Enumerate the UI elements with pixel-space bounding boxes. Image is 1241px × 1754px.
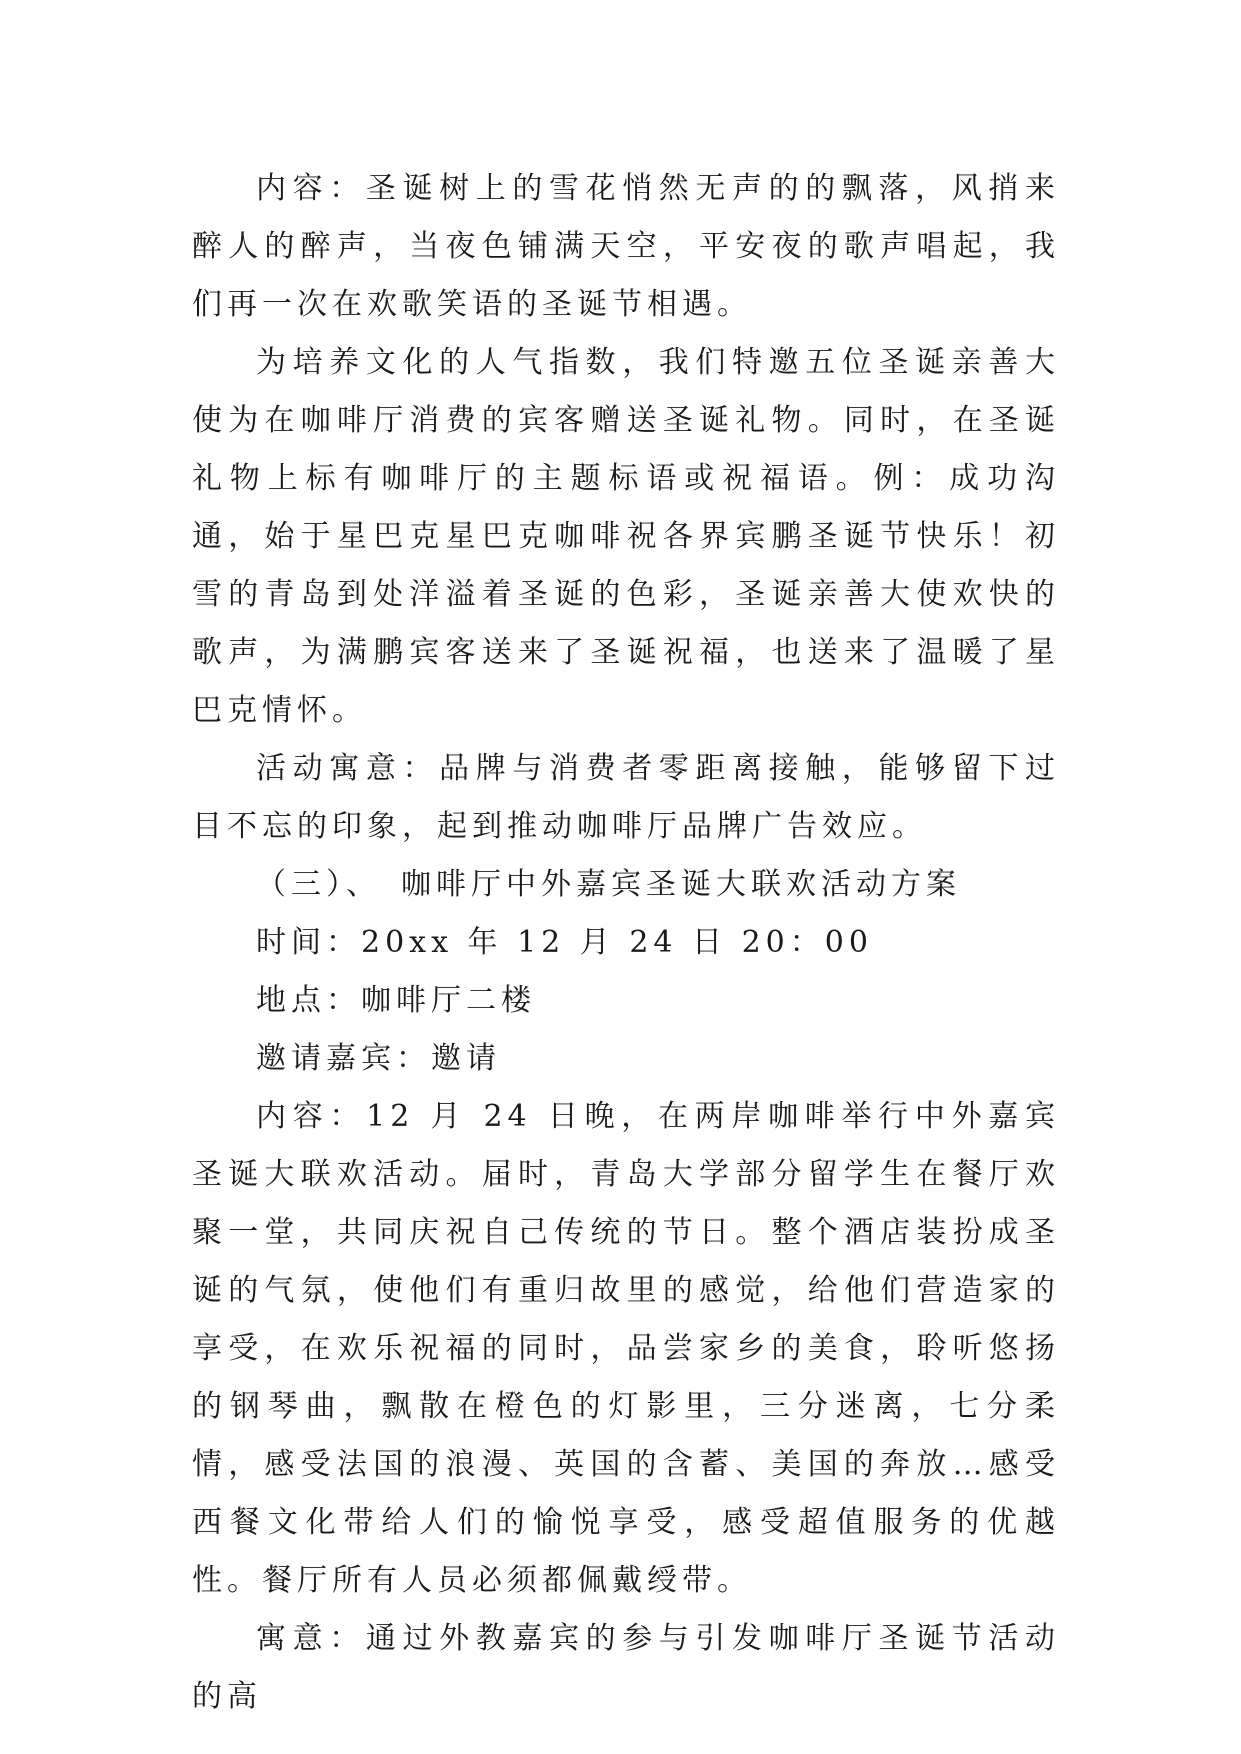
- paragraph-event-meaning: 寓意：通过外教嘉宾的参与引发咖啡厅圣诞节活动的高: [192, 1621, 1060, 1714]
- paragraph-gift-activity: 为培养文化的人气指数，我们特邀五位圣诞亲善大使为在咖啡厅消费的宾客赠送圣诞礼物。同时，在圣诞礼物上标有咖啡厅的主题标语或祝福语。例：成功沟通，始于星巴克星巴克咖啡祝各界宾鹏圣诞节快乐！初雪的青岛到处洋溢着圣诞的色彩，圣诞亲善大使欢快的歌声，为满鹏宾客送来了圣诞祝福，也送来了温暖了星巴克情怀。: [192, 345, 1060, 728]
- section-heading: [192, 856, 1060, 914]
- event-time: 时间：20xx 年 12 月 24 日 20：00: [256, 925, 873, 960]
- document-body: [192, 160, 1060, 1726]
- section-number: （三）、: [256, 867, 381, 902]
- event-place: 地点：咖啡厅二楼: [256, 983, 536, 1018]
- section-title: 咖啡厅中外嘉宾圣诞大联欢活动方案: [401, 867, 961, 902]
- paragraph-activity-meaning: 活动寓意：品牌与消费者零距离接触，能够留下过目不忘的印象，起到推动咖啡厅品牌广告效应。: [192, 751, 1060, 844]
- paragraph-event-content: 内容：12 月 24 日晚，在两岸咖啡举行中外嘉宾圣诞大联欢活动。届时，青岛大学部分留学生在餐厅欢聚一堂，共同庆祝自己传统的节日。整个酒店装扮成圣诞的气氛，使他们有重归故里的感觉，给他们营造家的享受，在欢乐祝福的同时，品尝家乡的美食，聆听悠扬的钢琴曲，飘散在橙色的灯影里，三分迷离，七分柔情，感受法国的浪漫、英国的含蓄、美国的奔放…感受西餐文化带给人们的愉悦享受，感受超值服务的优越性。餐厅所有人员必须都佩戴绶带。: [192, 1099, 1060, 1598]
- paragraph-content-intro: 内容：圣诞树上的雪花悄然无声的的飘落，风捎来醉人的醉声，当夜色铺满天空，平安夜的歌声唱起，我们再一次在欢歌笑语的圣诞节相遇。: [192, 171, 1060, 322]
- event-guests: 邀请嘉宾：邀请: [256, 1041, 501, 1076]
